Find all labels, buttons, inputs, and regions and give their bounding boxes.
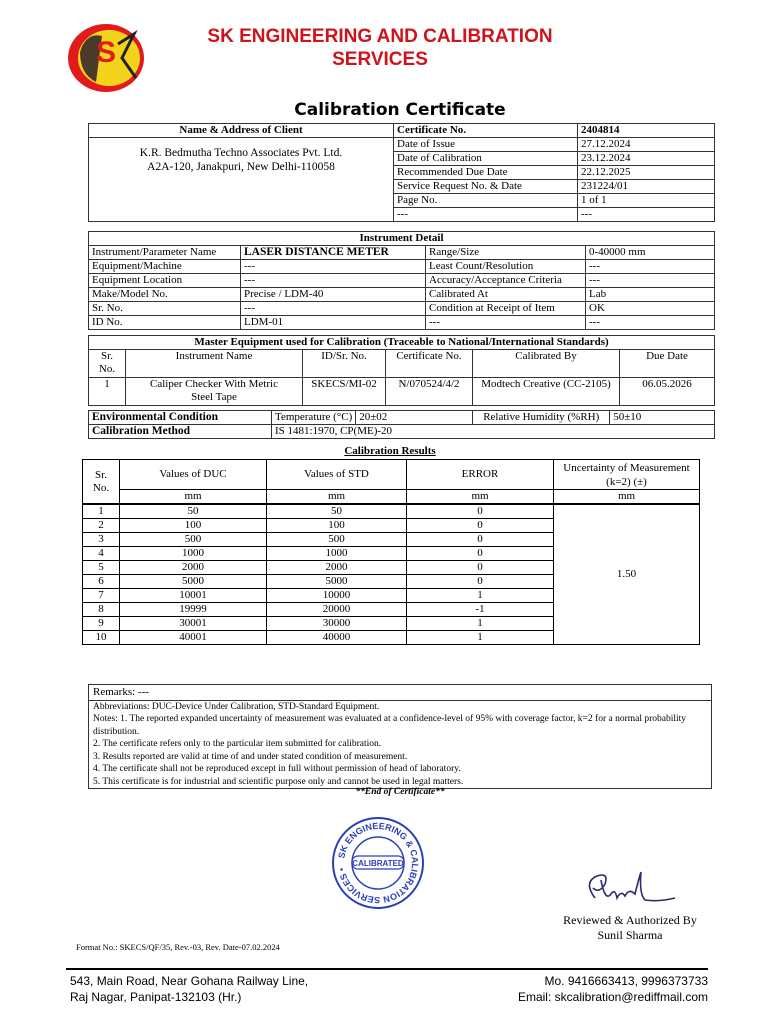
- row-sr: 8: [83, 603, 120, 617]
- authorized-by-label: Reviewed & Authorized By: [563, 913, 697, 927]
- row-duc: 2000: [120, 561, 267, 575]
- environment-table: [88, 410, 715, 439]
- page-no-value: 1 of 1: [578, 194, 715, 208]
- svg-text:CALIBRATED: CALIBRATED: [352, 859, 404, 868]
- phone: Mo. 9416663413, 9996373733: [544, 974, 708, 988]
- format-number: Format No.: SKECS/QF/35, Rev.-03, Rev. Date-07.02.2024: [76, 942, 280, 952]
- row-error: 0: [407, 519, 554, 533]
- id-no-label: ID No.: [89, 316, 241, 330]
- sr-no-label: Sr. No.: [89, 302, 241, 316]
- col-sr-no: Sr. No.: [89, 350, 126, 378]
- row-sr: 1: [83, 504, 120, 519]
- service-request-label: Service Request No. & Date: [394, 180, 578, 194]
- footer-address: [70, 973, 308, 1005]
- row-std: 10000: [267, 589, 407, 603]
- sk-logo-icon: [66, 22, 146, 94]
- signature: [575, 868, 685, 913]
- row-std: 50: [267, 504, 407, 519]
- unit-uncertainty: mm: [554, 490, 700, 505]
- master-equipment-header: Master Equipment used for Calibration (Traceable to National/International Standards): [89, 336, 715, 350]
- row-error: 0: [407, 504, 554, 519]
- location-label: Equipment Location: [89, 274, 241, 288]
- table-row: [83, 504, 700, 519]
- row-error: 1: [407, 631, 554, 645]
- location-value: ---: [241, 274, 426, 288]
- accuracy-value: ---: [586, 274, 715, 288]
- unit-error: mm: [407, 490, 554, 505]
- condition-label: Condition at Receipt of Item: [426, 302, 586, 316]
- remarks-line: Abbreviations: DUC-Device Under Calibration, STD-Standard Equipment.: [93, 701, 380, 712]
- row-error: 0: [407, 547, 554, 561]
- row-duc: 40001: [120, 631, 267, 645]
- method-value: IS 1481:1970, CP(ME)-20: [272, 425, 715, 439]
- due-date-label: Recommended Due Date: [394, 166, 578, 180]
- equipment-label: Equipment/Machine: [89, 260, 241, 274]
- col-std: Values of STD: [267, 460, 407, 490]
- col-due-date: Due Date: [620, 350, 715, 378]
- end-of-certificate: **End of Certificate**: [355, 787, 445, 797]
- company-name-line1: SK ENGINEERING AND CALIBRATION: [207, 26, 553, 47]
- condition-value: OK: [586, 302, 715, 316]
- col-error: ERROR: [407, 460, 554, 490]
- col-sr-no: Sr. No.: [83, 460, 120, 505]
- range-label: Range/Size: [426, 246, 586, 260]
- blank-label: ---: [426, 316, 586, 330]
- remarks-line: 3. Results reported are valid at time of and under stated condition of measurement.: [93, 751, 408, 762]
- email: Email: skcalibration@rediffmail.com: [517, 990, 708, 1004]
- blank-label: ---: [394, 208, 578, 222]
- authorized-by-name: Sunil Sharma: [597, 928, 663, 942]
- instrument-label: Instrument/Parameter Name: [89, 246, 241, 260]
- calibrated-stamp: [330, 815, 426, 911]
- remarks-line: Notes: 1. The reported expanded uncertainty of measurement was evaluated at a confidence-level of 95% with coverage factor, k=2 for a normal probability distribution.: [93, 714, 687, 737]
- master-equipment-table: [88, 335, 715, 406]
- row-sr: 5: [83, 561, 120, 575]
- row-sr: 2: [83, 519, 120, 533]
- row-sr: 4: [83, 547, 120, 561]
- document-title: Calibration Certificate: [294, 100, 506, 120]
- make-model-value: Precise / LDM-40: [241, 288, 426, 302]
- remarks-line: 4. The certificate shall not be reproduced except in full without permission of head of laboratory.: [93, 764, 461, 774]
- remarks-line: 2. The certificate refers only to the particular item submitted for calibration.: [93, 739, 382, 749]
- method-label: Calibration Method: [89, 425, 272, 439]
- row-error: 0: [407, 533, 554, 547]
- cert-value: 2404814: [578, 124, 715, 138]
- svg-text:SK ENGINEERING & CALIBRATION S: SK ENGINEERING & CALIBRATION SERVICES •: [336, 820, 421, 906]
- temperature-value: 20±02: [356, 411, 473, 425]
- unit-std: mm: [267, 490, 407, 505]
- client-address: A2A-120, Janakpuri, New Delhi-110058: [147, 161, 335, 173]
- equipment-value: ---: [241, 260, 426, 274]
- cert-label: Certificate No.: [394, 124, 578, 138]
- row-std: 40000: [267, 631, 407, 645]
- calibration-results-table: [82, 459, 700, 645]
- row-std: 5000: [267, 575, 407, 589]
- least-count-label: Least Count/Resolution: [426, 260, 586, 274]
- sr-no-value: ---: [241, 302, 426, 316]
- col-instrument-name: Instrument Name: [126, 350, 303, 378]
- row-std: 100: [267, 519, 407, 533]
- row-sr: 7: [83, 589, 120, 603]
- unit-duc: mm: [120, 490, 267, 505]
- calibration-date-label: Date of Calibration: [394, 152, 578, 166]
- row-duc: 19999: [120, 603, 267, 617]
- authorization: [555, 913, 705, 943]
- footer-contact: [518, 973, 708, 1005]
- master-calibrated-by: Modtech Creative (CC-2105): [473, 378, 620, 406]
- master-cert: N/070524/4/2: [386, 378, 473, 406]
- master-instrument-name: Caliper Checker With Metric Steel Tape: [126, 378, 303, 406]
- address-line2: Raj Nagar, Panipat-132103 (Hr.): [70, 990, 242, 1004]
- instrument-detail-header: Instrument Detail: [89, 232, 715, 246]
- remarks-head: Remarks: ---: [89, 685, 711, 701]
- issue-date-label: Date of Issue: [394, 138, 578, 152]
- client-details: [89, 138, 394, 222]
- company-logo: [66, 22, 146, 94]
- calibrated-at-value: Lab: [586, 288, 715, 302]
- client-name: K.R. Bedmutha Techno Associates Pvt. Ltd.: [139, 147, 343, 159]
- client-certificate-table: [88, 123, 715, 222]
- row-error: -1: [407, 603, 554, 617]
- company-name: [150, 25, 610, 71]
- calibration-date-value: 23.12.2024: [578, 152, 715, 166]
- signature-icon: [575, 868, 685, 913]
- row-duc: 30001: [120, 617, 267, 631]
- blank-value: ---: [586, 316, 715, 330]
- row-duc: 100: [120, 519, 267, 533]
- row-duc: 10001: [120, 589, 267, 603]
- row-error: 0: [407, 561, 554, 575]
- row-error: 0: [407, 575, 554, 589]
- address-line1: 543, Main Road, Near Gohana Railway Line,: [70, 974, 309, 988]
- row-error: 1: [407, 589, 554, 603]
- issue-date-value: 27.12.2024: [578, 138, 715, 152]
- blank-value: ---: [578, 208, 715, 222]
- id-no-value: LDM-01: [241, 316, 426, 330]
- row-duc: 1000: [120, 547, 267, 561]
- humidity-label: Relative Humidity (%RH): [473, 411, 610, 425]
- stamp-icon: [330, 815, 426, 911]
- instrument-value: LASER DISTANCE METER: [241, 246, 426, 260]
- remarks-box: [88, 684, 712, 789]
- make-model-label: Make/Model No.: [89, 288, 241, 302]
- row-sr: 10: [83, 631, 120, 645]
- master-id: SKECS/MI-02: [303, 378, 386, 406]
- accuracy-label: Accuracy/Acceptance Criteria: [426, 274, 586, 288]
- humidity-value: 50±10: [610, 411, 715, 425]
- row-std: 2000: [267, 561, 407, 575]
- instrument-detail-table: [88, 231, 715, 330]
- col-calibrated-by: Calibrated By: [473, 350, 620, 378]
- row-duc: 50: [120, 504, 267, 519]
- row-duc: 5000: [120, 575, 267, 589]
- calibrated-at-label: Calibrated At: [426, 288, 586, 302]
- temperature-label: Temperature (°C): [272, 411, 356, 425]
- col-id-sr-no: ID/Sr. No.: [303, 350, 386, 378]
- service-request-value: 231224/01: [578, 180, 715, 194]
- row-std: 30000: [267, 617, 407, 631]
- col-uncertainty: Uncertainty of Measurement (k=2) (±): [554, 460, 700, 490]
- uncertainty-value: 1.50: [554, 504, 700, 645]
- footer-divider: [66, 968, 708, 970]
- company-name-line2: SERVICES: [332, 49, 428, 70]
- col-duc: Values of DUC: [120, 460, 267, 490]
- page-no-label: Page No.: [394, 194, 578, 208]
- row-error: 1: [407, 617, 554, 631]
- row-sr: 3: [83, 533, 120, 547]
- svg-text:S: S: [96, 36, 117, 69]
- row-duc: 500: [120, 533, 267, 547]
- col-certificate-no: Certificate No.: [386, 350, 473, 378]
- row-std: 20000: [267, 603, 407, 617]
- row-std: 1000: [267, 547, 407, 561]
- row-std: 500: [267, 533, 407, 547]
- results-caption: Calibration Results: [344, 445, 436, 457]
- table-row: [89, 378, 715, 406]
- remarks-line: 5. This certificate is for industrial and scientific purpose only and cannot be used in legal matters.: [93, 776, 464, 787]
- least-count-value: ---: [586, 260, 715, 274]
- environment-label: Environmental Condition: [89, 411, 272, 425]
- remarks-body: [89, 701, 711, 789]
- client-header: Name & Address of Client: [89, 124, 394, 138]
- master-sr: 1: [89, 378, 126, 406]
- row-sr: 6: [83, 575, 120, 589]
- master-due-date: 06.05.2026: [620, 378, 715, 406]
- row-sr: 9: [83, 617, 120, 631]
- range-value: 0-40000 mm: [586, 246, 715, 260]
- due-date-value: 22.12.2025: [578, 166, 715, 180]
